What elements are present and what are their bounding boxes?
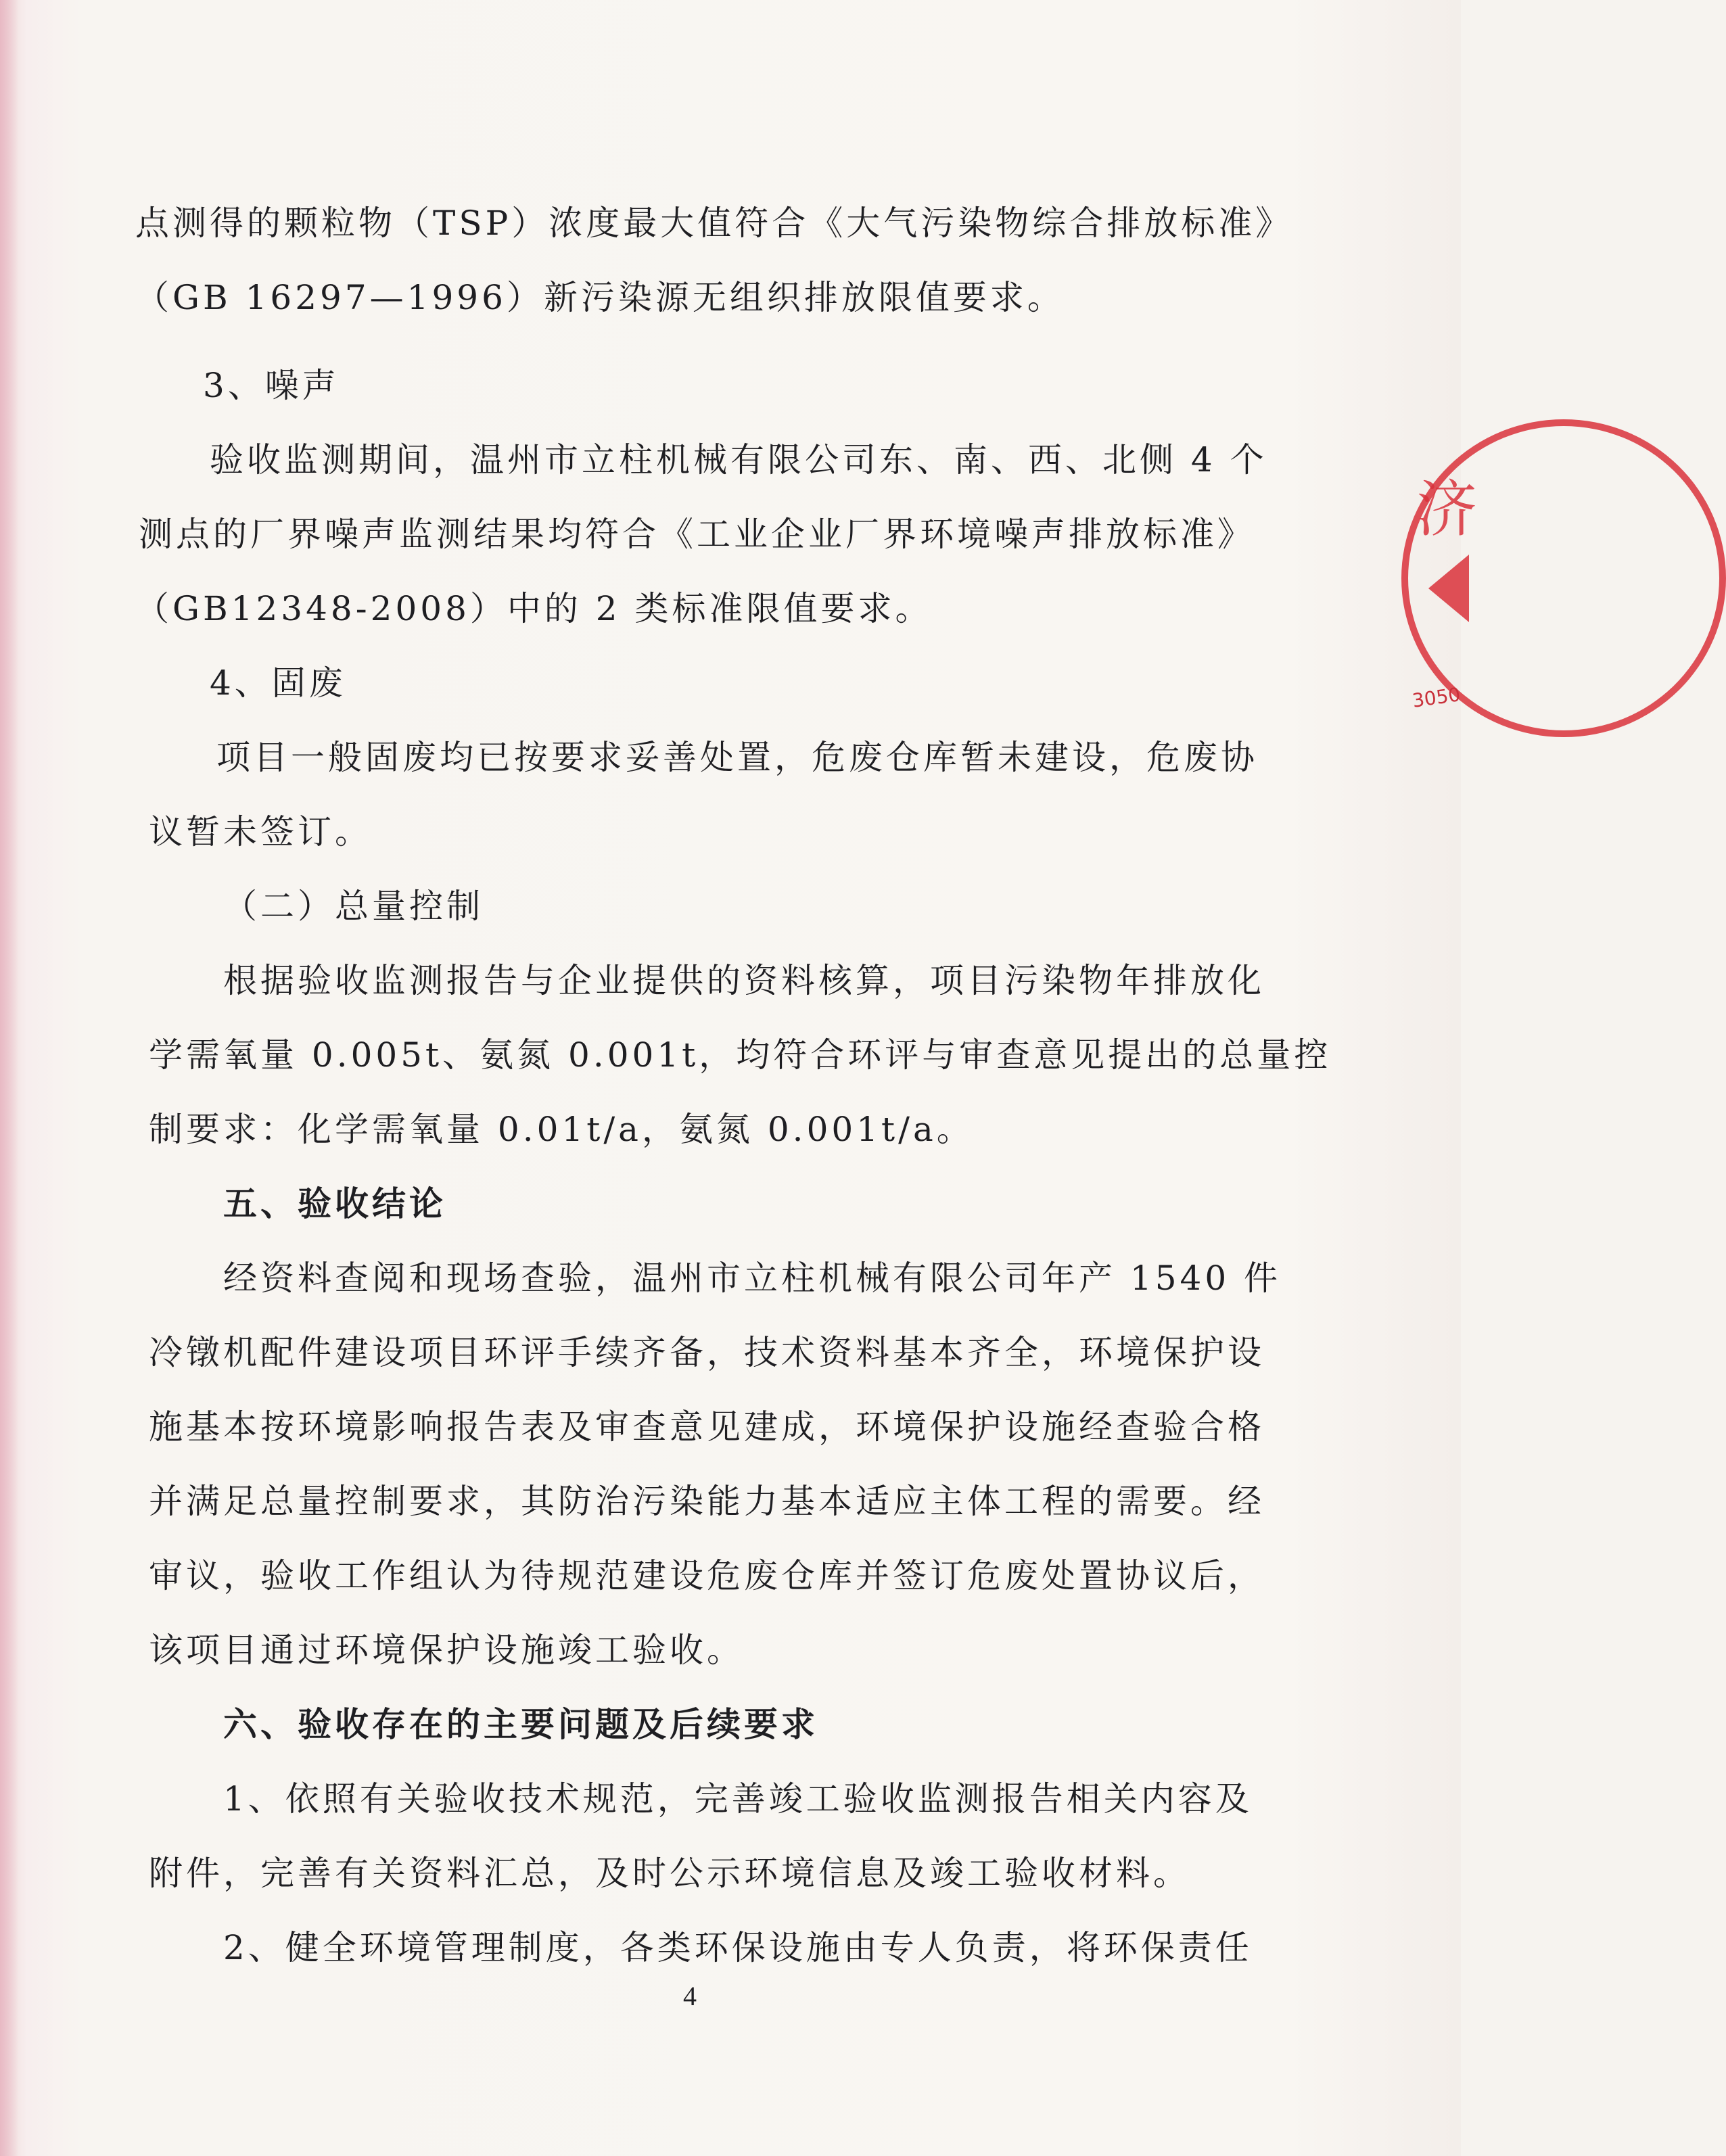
paragraph-line: 验收监测期间，温州市立柱机械有限公司东、南、西、北侧 4 个 [210, 440, 1267, 479]
paragraph-line: 2、健全环境管理制度，各类环保设施由专人负责，将环保责任 [223, 1928, 1253, 1967]
paragraph-line: 根据验收监测报告与企业提供的资料核算，项目污染物年排放化 [223, 961, 1265, 1000]
section-heading-conclusion: 五、验收结论 [223, 1184, 446, 1223]
paragraph-line: 施基本按环境影响报告表及审查意见建成，环境保护设施经查验合格 [149, 1407, 1265, 1447]
page-number: 4 [683, 1981, 697, 2011]
paragraph-line: 附件，完善有关资料汇总，及时公示环境信息及竣工验收材料。 [149, 1854, 1190, 1893]
section-heading-solid-waste: 4、固废 [210, 663, 346, 703]
paragraph-line: 测点的厂界噪声监测结果均符合《工业企业厂界环境噪声排放标准》 [139, 515, 1255, 554]
paragraph-line: 制要求：化学需氧量 0.01t/a，氨氮 0.001t/a。 [149, 1110, 974, 1149]
paragraph-line: 议暂未签订。 [149, 812, 372, 851]
page-edge-shadow [0, 0, 19, 2156]
seal-character: 济 [1416, 474, 1477, 545]
paragraph-line: 学需氧量 0.005t、氨氮 0.001t，均符合环评与审查意见提出的总量控 [149, 1035, 1332, 1075]
section-heading-total-control: （二）总量控制 [223, 887, 484, 926]
seal-star-icon [1428, 555, 1469, 622]
seal-number: 3050 [1411, 683, 1462, 712]
red-seal-stamp [1401, 419, 1477, 737]
paragraph-line: 项目一般固废均已按要求妥善处置，危废仓库暂未建设，危废协 [216, 738, 1258, 777]
paragraph-line: 经资料查阅和现场查验，温州市立柱机械有限公司年产 1540 件 [223, 1259, 1282, 1298]
section-heading-noise: 3、噪声 [203, 366, 340, 405]
paragraph-line: （GB 16297—1996）新污染源无组织排放限值要求。 [135, 278, 1065, 317]
paragraph-line: 该项目通过环境保护设施竣工验收。 [149, 1631, 744, 1670]
paragraph-line: 1、依照有关验收技术规范，完善竣工验收监测报告相关内容及 [223, 1779, 1253, 1819]
paragraph-line: 点测得的颗粒物（TSP）浓度最大值符合《大气污染物综合排放标准》 [135, 204, 1293, 243]
paragraph-line: 冷镦机配件建设项目环评手续齐备，技术资料基本齐全，环境保护设 [149, 1333, 1265, 1372]
section-heading-issues: 六、验收存在的主要问题及后续要求 [223, 1704, 818, 1744]
paragraph-line: （GB12348-2008）中的 2 类标准限值要求。 [135, 589, 933, 628]
paragraph-line: 并满足总量控制要求，其防治污染能力基本适应主体工程的需要。经 [149, 1482, 1265, 1521]
paragraph-line: 审议，验收工作组认为待规范建设危废仓库并签订危废处置协议后， [149, 1556, 1265, 1595]
